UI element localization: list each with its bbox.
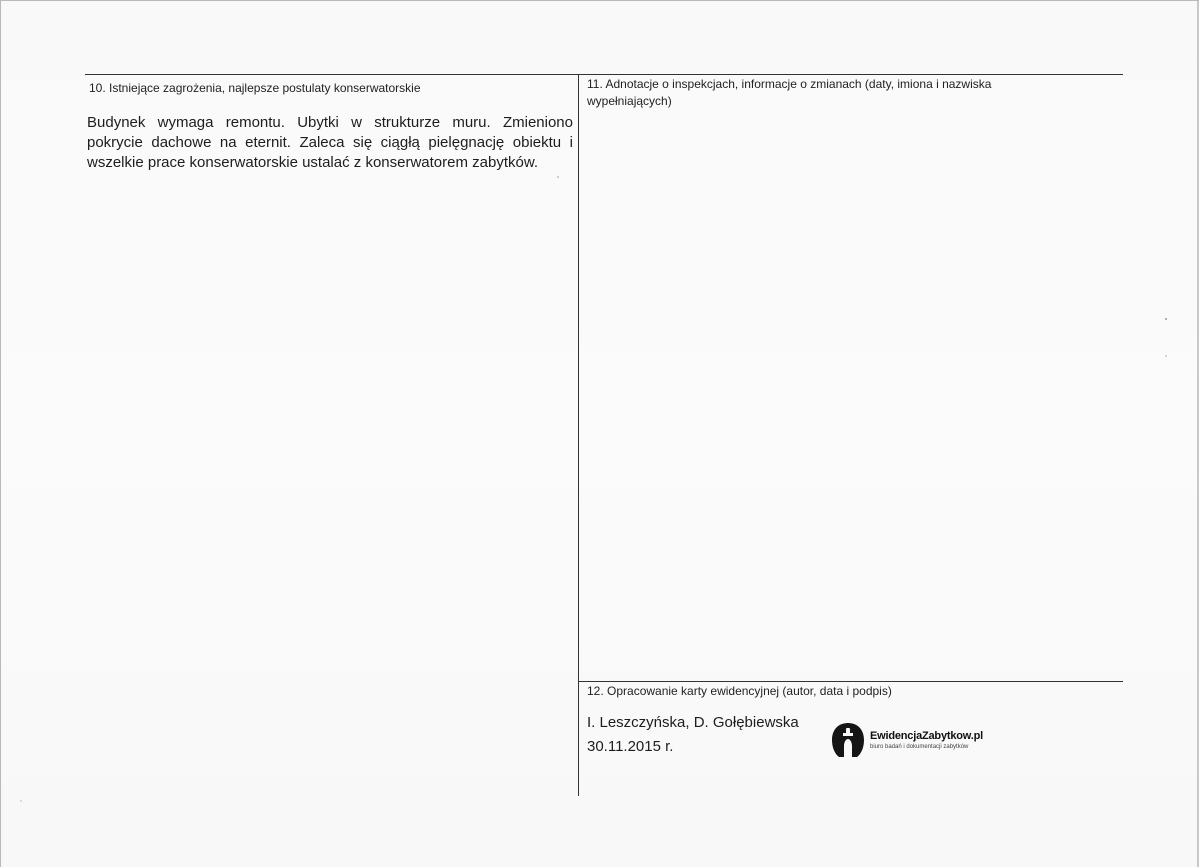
section12-authors: I. Leszczyńska, D. Gołębiewska: [587, 714, 799, 731]
top-rule-right: [579, 74, 1123, 75]
section10-heading: 10. Istniejące zagrożenia, najlepsze postulaty konserwatorskie: [89, 81, 421, 95]
section12-heading: 12. Opracowanie karty ewidencyjnej (autor, data i podpis): [587, 684, 892, 698]
scan-speck: [1165, 355, 1167, 357]
section12-rule: [579, 681, 1123, 682]
logo-text: [870, 730, 983, 751]
column-divider: [578, 74, 579, 796]
company-logo: [831, 722, 983, 758]
scan-speck: [20, 800, 22, 802]
top-rule-left: [85, 74, 579, 75]
scan-speck: [1165, 318, 1167, 320]
section10-text: Budynek wymaga remontu. Ubytki w strukturze muru. Zmieniono pokrycie dachowe na eternit. Zaleca się ciągłą pielęgnację obiektu i wszelkie prace konserwatorskie ustalać z konserwatorem zabytków.: [87, 114, 573, 171]
section12-date: 30.11.2015 r.: [587, 738, 674, 755]
stamp-logo-icon: [831, 722, 865, 758]
section11-heading: 11. Adnotacje o inspekcjach, informacje o zmianach (daty, imiona i nazwiska wypełniających): [587, 77, 992, 108]
scan-speck: [557, 176, 559, 178]
logo-tagline: biuro badań i dokumentacji zabytków: [870, 743, 969, 750]
logo-name: EwidencjaZabytkow.pl: [870, 729, 983, 742]
